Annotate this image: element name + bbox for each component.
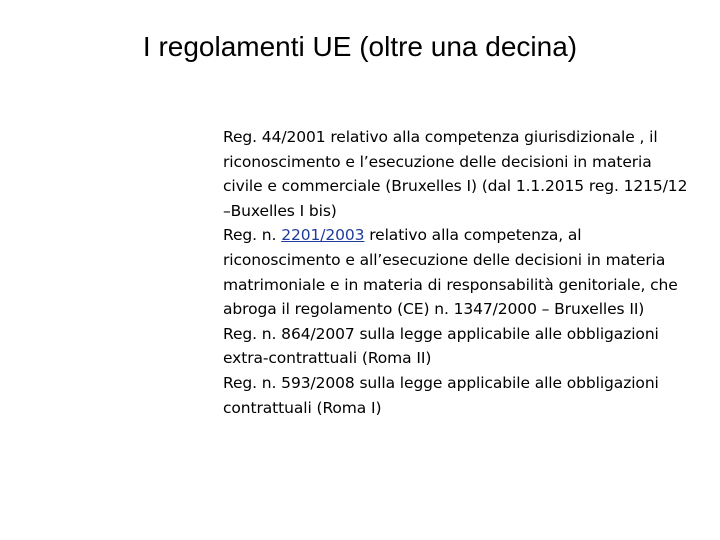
list-item-suffix: relativo alla competenza, al riconoscimento e all’esecuzione delle decisioni in materia matrimoniale e in materia di responsabilità genitoriale, che abroga il regolamento (CE) n. 1347/2000 – Bruxelles II) [223,226,678,319]
list-item-prefix: Reg. n. [223,226,282,245]
slide-title: I regolamenti UE (oltre una decina) [142,31,578,62]
list-item-reg-2201-2003 [223,223,693,321]
list-item-reg-864-2007: Reg. n. 864/2007 sulla legge applicabile alle obbligazioni extra-contrattuali (Roma II) [223,324,659,368]
reg-2201-2003-link[interactable]: 2201/2003 [281,226,365,245]
list-item-reg-593-2008: Reg. n. 593/2008 sulla legge applicabile alle obbligazioni contrattuali (Roma I) [223,373,659,417]
regulations-list [223,125,693,420]
list-item-reg-44-2001: Reg. 44/2001 relativo alla competenza giurisdizionale , il riconoscimento e l’esecuzione delle decisioni in materia civile e commerciale (Bruxelles I) (dal 1.1.2015 reg. 1215/12 –Buxelles I bis) [223,128,688,220]
